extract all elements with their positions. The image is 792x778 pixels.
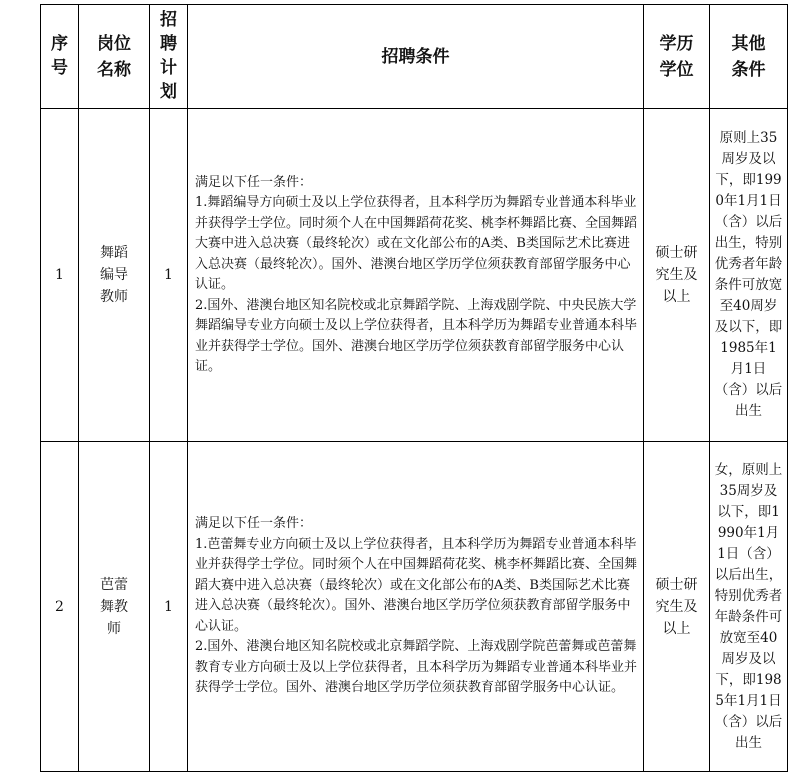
condition-2: 2.国外、港澳台地区知名院校或北京舞蹈学院、上海戏剧学院芭蕾舞或芭蕾舞教育专业方向硕士及以上学位获得者，且本科学历为舞蹈专业普通本科毕业并获得学士学位。国外、港澳台地区学历学位须获教育部留学服务中心认证。 — [195, 639, 638, 696]
row-conditions — [188, 109, 644, 442]
row-plan: 1 — [150, 109, 188, 442]
table-row — [41, 109, 788, 442]
condition-1: 1.芭蕾舞专业方向硕士及以上学位获得者，且本科学历为舞蹈专业普通本科毕业并获得学士学位。同时须个人在中国舞蹈荷花奖、桃李杯舞蹈比赛、全国舞蹈大赛中进入总决赛（最终轮次）或在文化部公布的A类、B类国际艺术比赛进入总决赛（最终轮次）。国外、港澳台地区学历学位须获教育部留学服务中心认证。 — [195, 536, 638, 634]
table-row — [41, 442, 788, 772]
header-other: 其他条件 — [710, 5, 788, 109]
row-position: 舞蹈编导教师 — [79, 109, 150, 442]
header-plan: 招聘计划 — [150, 5, 188, 109]
header-conditions: 招聘条件 — [188, 5, 644, 109]
conditions-intro: 满足以下任一条件： — [195, 174, 313, 190]
conditions-intro: 满足以下任一条件： — [195, 516, 313, 532]
header-position: 岗位名称 — [79, 5, 150, 109]
row-degree: 硕士研究生及以上 — [644, 442, 710, 772]
row-degree: 硕士研究生及以上 — [644, 109, 710, 442]
row-seq: 2 — [41, 442, 79, 772]
header-degree: 学历学位 — [644, 5, 710, 109]
row-position: 芭蕾舞教师 — [79, 442, 150, 772]
row-other: 原则上35周岁及以下，即1990年1月1日（含）以后出生，特别优秀者年龄条件可放宽至40周岁及以下，即1985年1月1日（含）以后出生 — [710, 109, 788, 442]
recruitment-table — [40, 4, 788, 772]
row-other: 女，原则上35周岁及以下，即1990年1月1日（含）以后出生，特别优秀者年龄条件可放宽至40周岁及以下，即1985年1月1日（含）以后出生 — [710, 442, 788, 772]
condition-2: 2.国外、港澳台地区知名院校或北京舞蹈学院、上海戏剧学院、中央民族大学舞蹈编导专业方向硕士及以上学位获得者，且本科学历为舞蹈专业普通本科毕业并获得学士学位。国外、港澳台地区学历学位须获教育部留学服务中心认证。 — [195, 297, 638, 374]
header-seq: 序号 — [41, 5, 79, 109]
row-seq: 1 — [41, 109, 79, 442]
row-conditions — [188, 442, 644, 772]
header-row — [41, 5, 788, 109]
condition-1: 1.舞蹈编导方向硕士及以上学位获得者，且本科学历为舞蹈专业普通本科毕业并获得学士学位。同时须个人在中国舞蹈荷花奖、桃李杯舞蹈比赛、全国舞蹈大赛中进入总决赛（最终轮次）或在文化部公布的A类、B类国际艺术比赛进入总决赛（最终轮次）。国外、港澳台地区学历学位须获教育部留学服务中心认证。 — [195, 195, 638, 292]
row-plan: 1 — [150, 442, 188, 772]
